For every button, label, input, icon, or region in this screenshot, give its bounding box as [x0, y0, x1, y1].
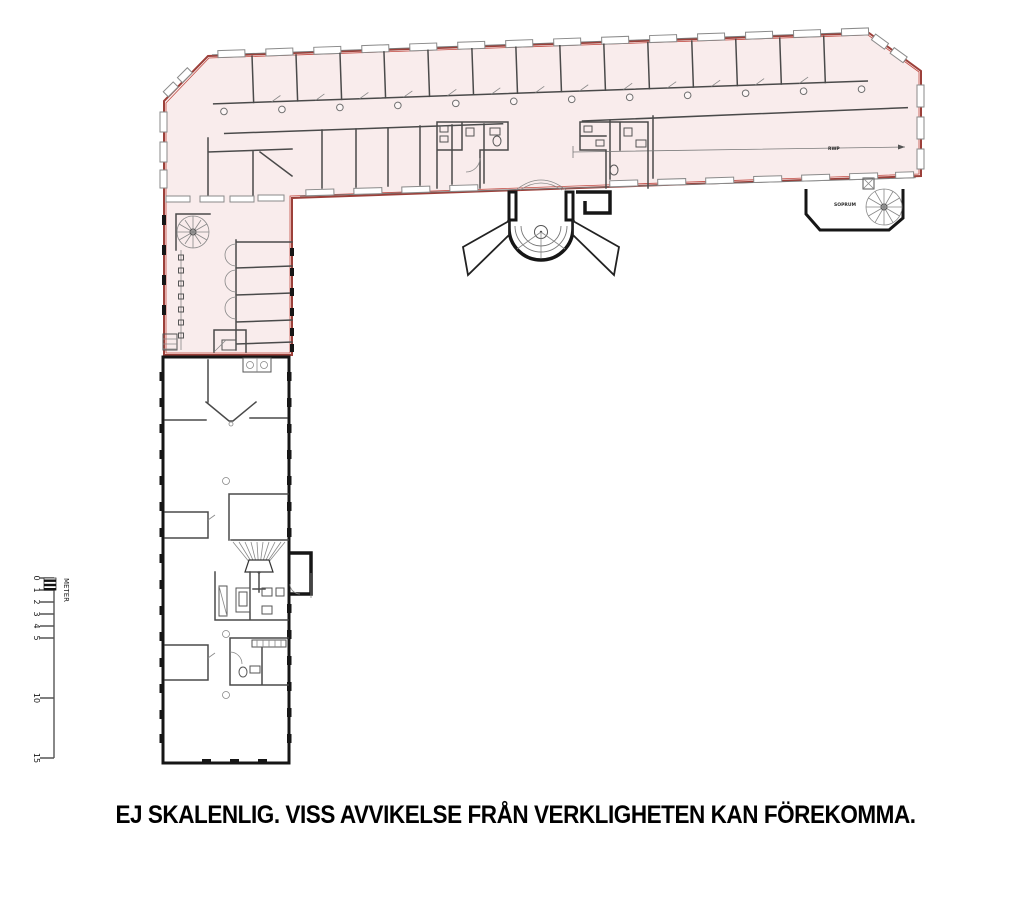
- disclaimer: [0, 801, 1031, 830]
- scale-unit-label: METER: [62, 578, 70, 603]
- entrance-canopy-right: [573, 221, 619, 275]
- lower-building: [160, 357, 312, 764]
- dimension-label: RWP: [828, 147, 840, 152]
- scale-tick-3: 3: [32, 611, 41, 617]
- scale-tick-0: 0: [32, 575, 41, 581]
- spiral-staircase-right-icon: [866, 189, 902, 225]
- scale-tick-2: 2: [32, 599, 41, 605]
- right-annex: [806, 178, 903, 230]
- scale-tick-10: 10: [32, 692, 41, 704]
- scale-tick-5: 5: [32, 635, 41, 641]
- scale-tick-4: 4: [32, 623, 41, 629]
- side-bay: [289, 553, 311, 598]
- scale-bar: [32, 575, 70, 763]
- annex-room-label: SOPRUM: [834, 203, 856, 208]
- entrance-canopy-left: [463, 221, 509, 275]
- entrance-bay: [463, 180, 619, 275]
- disclaimer-text: EJ SKALENLIG. VISS AVVIKELSE FRÅN VERKLIGHETEN KAN FÖREKOMMA.: [115, 801, 916, 829]
- scale-tick-1: 1: [32, 587, 41, 593]
- scale-bar-hatch: [44, 578, 56, 590]
- scale-tick-15: 15: [32, 752, 41, 764]
- spiral-staircase-left-icon: [177, 216, 209, 248]
